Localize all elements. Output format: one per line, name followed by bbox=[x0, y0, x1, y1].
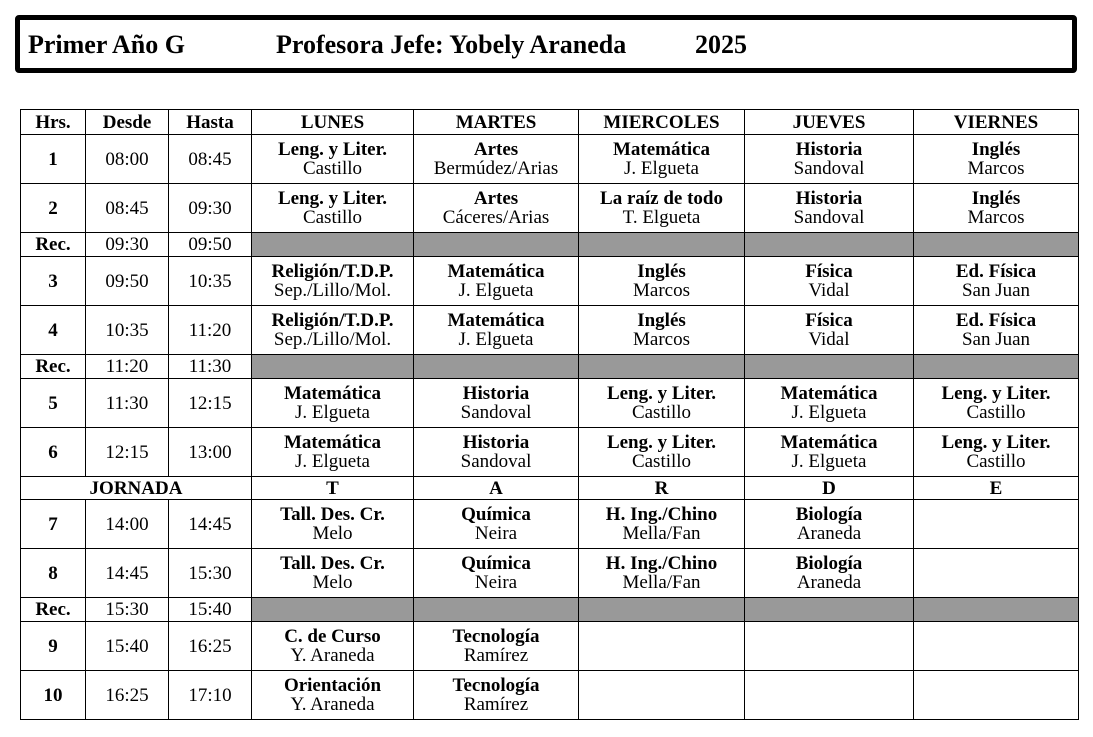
col-header-hrs: Hrs. bbox=[21, 110, 86, 135]
period-number: Rec. bbox=[21, 598, 86, 622]
col-header-viernes: VIERNES bbox=[914, 110, 1079, 135]
period-number: 9 bbox=[21, 622, 86, 671]
class-cell-viernes bbox=[914, 428, 1079, 477]
period-row bbox=[21, 306, 1079, 355]
subject-name: Matemática bbox=[283, 432, 382, 453]
jornada-label: D bbox=[745, 477, 914, 500]
subject-name: Matemática bbox=[780, 383, 878, 404]
class-cell-miercoles bbox=[579, 500, 745, 549]
subject-name: Matemática bbox=[612, 139, 711, 160]
teacher-name: San Juan bbox=[961, 280, 1031, 301]
period-number: 2 bbox=[21, 184, 86, 233]
header-row bbox=[21, 110, 1079, 135]
class-cell-lunes bbox=[252, 549, 414, 598]
schedule-table bbox=[20, 109, 1079, 720]
recess-cell bbox=[579, 355, 745, 379]
teacher-name: Castillo bbox=[631, 402, 692, 423]
teacher-name: J. Elgueta bbox=[791, 402, 867, 423]
recess-cell bbox=[414, 598, 579, 622]
teacher-name: Mella/Fan bbox=[622, 572, 701, 593]
period-row bbox=[21, 549, 1079, 598]
class-cell-jueves bbox=[745, 135, 914, 184]
teacher-name: Sep./Lillo/Mol. bbox=[273, 280, 392, 301]
start-time: 11:30 bbox=[86, 379, 169, 428]
subject-name: Física bbox=[805, 310, 853, 331]
subject-name: Tecnología bbox=[452, 675, 540, 696]
period-number: 6 bbox=[21, 428, 86, 477]
teacher-name: Sandoval bbox=[793, 207, 865, 228]
head-teacher: Profesora Jefe: Yobely Araneda bbox=[276, 30, 627, 59]
class-cell-miercoles bbox=[579, 306, 745, 355]
jornada-label: E bbox=[914, 477, 1079, 500]
teacher-name: Castillo bbox=[302, 158, 363, 179]
end-time: 13:00 bbox=[169, 428, 252, 477]
subject-name: Leng. y Liter. bbox=[277, 188, 388, 209]
period-number: Rec. bbox=[21, 233, 86, 257]
class-cell-viernes bbox=[914, 500, 1079, 549]
subject-name: Tecnología bbox=[452, 626, 540, 647]
teacher-name: J. Elgueta bbox=[791, 451, 867, 472]
teacher-name: Sandoval bbox=[793, 158, 865, 179]
subject-name: Inglés bbox=[971, 188, 1021, 209]
teacher-name: Melo bbox=[312, 572, 353, 593]
class-cell-jueves bbox=[745, 306, 914, 355]
subject-name: Leng. y Liter. bbox=[941, 432, 1051, 453]
class-cell-viernes bbox=[914, 622, 1079, 671]
start-time: 12:15 bbox=[86, 428, 169, 477]
class-cell-viernes bbox=[914, 306, 1079, 355]
teacher-name: Neira bbox=[474, 572, 518, 593]
class-cell-lunes bbox=[252, 135, 414, 184]
jornada-tarde-row bbox=[21, 477, 1079, 500]
end-time: 10:35 bbox=[169, 257, 252, 306]
teacher-name: Marcos bbox=[967, 207, 1025, 228]
recess-row bbox=[21, 355, 1079, 379]
subject-name: Religión/T.D.P. bbox=[271, 261, 394, 282]
subject-name: Artes bbox=[473, 139, 519, 160]
class-cell-viernes bbox=[914, 184, 1079, 233]
period-row bbox=[21, 671, 1079, 720]
class-cell-lunes bbox=[252, 257, 414, 306]
teacher-name: Castillo bbox=[302, 207, 363, 228]
period-number: 7 bbox=[21, 500, 86, 549]
teacher-name: Bermúdez/Arias bbox=[433, 158, 559, 179]
teacher-name: Mella/Fan bbox=[622, 523, 701, 544]
class-cell-jueves bbox=[745, 257, 914, 306]
class-cell-viernes bbox=[914, 257, 1079, 306]
subject-name: Religión/T.D.P. bbox=[271, 310, 394, 331]
teacher-name: Castillo bbox=[966, 451, 1026, 472]
teacher-name: Vidal bbox=[808, 329, 850, 350]
teacher-name: Sandoval bbox=[460, 402, 532, 423]
subject-name: La raíz de todo bbox=[600, 188, 723, 209]
start-time: 16:25 bbox=[86, 671, 169, 720]
period-row bbox=[21, 135, 1079, 184]
recess-cell bbox=[252, 355, 414, 379]
start-time: 11:20 bbox=[86, 355, 169, 379]
class-cell-viernes bbox=[914, 135, 1079, 184]
subject-name: Historia bbox=[795, 139, 863, 160]
start-time: 14:45 bbox=[86, 549, 169, 598]
col-header-miercoles: MIERCOLES bbox=[579, 110, 745, 135]
class-cell-jueves bbox=[745, 671, 914, 720]
teacher-name: J. Elgueta bbox=[295, 402, 370, 423]
recess-cell bbox=[579, 598, 745, 622]
subject-name: Ed. Física bbox=[955, 261, 1037, 282]
subject-name: Inglés bbox=[971, 139, 1021, 160]
subject-name: Ed. Física bbox=[955, 310, 1037, 331]
class-cell-lunes bbox=[252, 500, 414, 549]
period-row bbox=[21, 257, 1079, 306]
period-number: 4 bbox=[21, 306, 86, 355]
teacher-name: Marcos bbox=[633, 280, 690, 301]
class-cell-martes bbox=[414, 500, 579, 549]
teacher-name: Vidal bbox=[808, 280, 850, 301]
class-cell-lunes bbox=[252, 428, 414, 477]
class-cell-jueves bbox=[745, 622, 914, 671]
class-cell-martes bbox=[414, 379, 579, 428]
teacher-name: Castillo bbox=[966, 402, 1026, 423]
subject-name: Matemática bbox=[283, 383, 382, 404]
end-time: 11:20 bbox=[169, 306, 252, 355]
end-time: 11:30 bbox=[169, 355, 252, 379]
class-cell-jueves bbox=[745, 428, 914, 477]
recess-cell bbox=[745, 355, 914, 379]
class-cell-miercoles bbox=[579, 622, 745, 671]
subject-name: Artes bbox=[473, 188, 519, 209]
start-time: 09:50 bbox=[86, 257, 169, 306]
subject-name: H. Ing./Chino bbox=[605, 553, 718, 574]
subject-name: Tall. Des. Cr. bbox=[280, 553, 385, 574]
class-cell-miercoles bbox=[579, 379, 745, 428]
jornada-label: T bbox=[252, 477, 414, 500]
class-cell-martes bbox=[414, 184, 579, 233]
start-time: 14:00 bbox=[86, 500, 169, 549]
recess-row bbox=[21, 233, 1079, 257]
teacher-name: Ramírez bbox=[463, 694, 529, 715]
period-row bbox=[21, 622, 1079, 671]
end-time: 08:45 bbox=[169, 135, 252, 184]
subject-name: Matemática bbox=[447, 310, 545, 331]
period-number: 3 bbox=[21, 257, 86, 306]
recess-cell bbox=[252, 598, 414, 622]
teacher-name: Marcos bbox=[967, 158, 1025, 179]
teacher-name: San Juan bbox=[961, 329, 1031, 350]
subject-name: Leng. y Liter. bbox=[941, 383, 1051, 404]
recess-cell bbox=[414, 355, 579, 379]
teacher-name: T. Elgueta bbox=[622, 207, 701, 228]
class-cell-miercoles bbox=[579, 428, 745, 477]
period-number: 8 bbox=[21, 549, 86, 598]
teacher-name: Melo bbox=[312, 523, 353, 544]
start-time: 15:40 bbox=[86, 622, 169, 671]
class-cell-martes bbox=[414, 428, 579, 477]
end-time: 09:30 bbox=[169, 184, 252, 233]
end-time: 12:15 bbox=[169, 379, 252, 428]
recess-cell bbox=[914, 598, 1079, 622]
subject-name: Inglés bbox=[637, 310, 686, 331]
col-header-martes: MARTES bbox=[414, 110, 579, 135]
recess-cell bbox=[914, 233, 1079, 257]
teacher-name: Ramírez bbox=[463, 645, 529, 666]
class-cell-jueves bbox=[745, 549, 914, 598]
period-number: 1 bbox=[21, 135, 86, 184]
teacher-name: Y. Araneda bbox=[290, 645, 375, 666]
class-cell-miercoles bbox=[579, 135, 745, 184]
col-header-hasta: Hasta bbox=[169, 110, 252, 135]
class-cell-lunes bbox=[252, 306, 414, 355]
jornada-label: JORNADA bbox=[21, 477, 252, 500]
subject-name: C. de Curso bbox=[284, 626, 381, 647]
subject-name: Historia bbox=[795, 188, 863, 209]
period-row bbox=[21, 184, 1079, 233]
end-time: 15:40 bbox=[169, 598, 252, 622]
class-cell-martes bbox=[414, 549, 579, 598]
jornada-label: A bbox=[414, 477, 579, 500]
class-cell-martes bbox=[414, 306, 579, 355]
subject-name: Matemática bbox=[780, 432, 878, 453]
subject-name: H. Ing./Chino bbox=[605, 504, 718, 525]
recess-cell bbox=[745, 598, 914, 622]
class-cell-miercoles bbox=[579, 184, 745, 233]
schedule-header bbox=[15, 15, 1077, 73]
teacher-name: Neira bbox=[474, 523, 518, 544]
recess-cell bbox=[914, 355, 1079, 379]
class-cell-viernes bbox=[914, 549, 1079, 598]
recess-cell bbox=[414, 233, 579, 257]
subject-name: Física bbox=[805, 261, 853, 282]
end-time: 16:25 bbox=[169, 622, 252, 671]
subject-name: Leng. y Liter. bbox=[606, 432, 717, 453]
subject-name: Historia bbox=[462, 432, 530, 453]
school-year: 2025 bbox=[695, 30, 747, 59]
class-cell-lunes bbox=[252, 671, 414, 720]
start-time: 08:45 bbox=[86, 184, 169, 233]
subject-name: Biología bbox=[795, 553, 863, 574]
start-time: 10:35 bbox=[86, 306, 169, 355]
period-number: 10 bbox=[21, 671, 86, 720]
teacher-name: J. Elgueta bbox=[624, 158, 699, 179]
jornada-label: R bbox=[579, 477, 745, 500]
subject-name: Historia bbox=[462, 383, 530, 404]
recess-cell bbox=[745, 233, 914, 257]
class-cell-viernes bbox=[914, 671, 1079, 720]
teacher-name: J. Elgueta bbox=[458, 329, 534, 350]
teacher-name: Araneda bbox=[796, 572, 862, 593]
teacher-name: Sep./Lillo/Mol. bbox=[273, 329, 392, 350]
class-cell-jueves bbox=[745, 184, 914, 233]
subject-name: Biología bbox=[795, 504, 863, 525]
subject-name: Leng. y Liter. bbox=[606, 383, 717, 404]
class-cell-jueves bbox=[745, 379, 914, 428]
period-row bbox=[21, 428, 1079, 477]
start-time: 09:30 bbox=[86, 233, 169, 257]
teacher-name: Castillo bbox=[631, 451, 692, 472]
period-number: Rec. bbox=[21, 355, 86, 379]
teacher-name: Sandoval bbox=[460, 451, 532, 472]
class-cell-miercoles bbox=[579, 671, 745, 720]
subject-name: Leng. y Liter. bbox=[277, 139, 388, 160]
class-cell-martes bbox=[414, 257, 579, 306]
class-cell-martes bbox=[414, 622, 579, 671]
recess-cell bbox=[579, 233, 745, 257]
col-header-lunes: LUNES bbox=[252, 110, 414, 135]
class-cell-martes bbox=[414, 671, 579, 720]
end-time: 17:10 bbox=[169, 671, 252, 720]
class-cell-viernes bbox=[914, 379, 1079, 428]
class-cell-miercoles bbox=[579, 549, 745, 598]
subject-name: Orientación bbox=[283, 675, 382, 696]
period-row bbox=[21, 379, 1079, 428]
teacher-name: Y. Araneda bbox=[290, 694, 375, 715]
subject-name: Matemática bbox=[447, 261, 545, 282]
start-time: 15:30 bbox=[86, 598, 169, 622]
class-cell-miercoles bbox=[579, 257, 745, 306]
subject-name: Tall. Des. Cr. bbox=[280, 504, 385, 525]
recess-row bbox=[21, 598, 1079, 622]
subject-name: Química bbox=[461, 504, 531, 525]
recess-cell bbox=[252, 233, 414, 257]
end-time: 15:30 bbox=[169, 549, 252, 598]
teacher-name: J. Elgueta bbox=[295, 451, 370, 472]
class-name: Primer Año G bbox=[28, 30, 185, 59]
class-cell-jueves bbox=[745, 500, 914, 549]
teacher-name: Araneda bbox=[796, 523, 862, 544]
end-time: 09:50 bbox=[169, 233, 252, 257]
class-cell-lunes bbox=[252, 379, 414, 428]
col-header-jueves: JUEVES bbox=[745, 110, 914, 135]
class-cell-lunes bbox=[252, 622, 414, 671]
col-header-desde: Desde bbox=[86, 110, 169, 135]
subject-name: Inglés bbox=[637, 261, 686, 282]
class-cell-lunes bbox=[252, 184, 414, 233]
teacher-name: J. Elgueta bbox=[458, 280, 534, 301]
period-number: 5 bbox=[21, 379, 86, 428]
class-cell-martes bbox=[414, 135, 579, 184]
end-time: 14:45 bbox=[169, 500, 252, 549]
start-time: 08:00 bbox=[86, 135, 169, 184]
subject-name: Química bbox=[461, 553, 531, 574]
teacher-name: Marcos bbox=[633, 329, 690, 350]
teacher-name: Cáceres/Arias bbox=[442, 207, 550, 228]
period-row bbox=[21, 500, 1079, 549]
